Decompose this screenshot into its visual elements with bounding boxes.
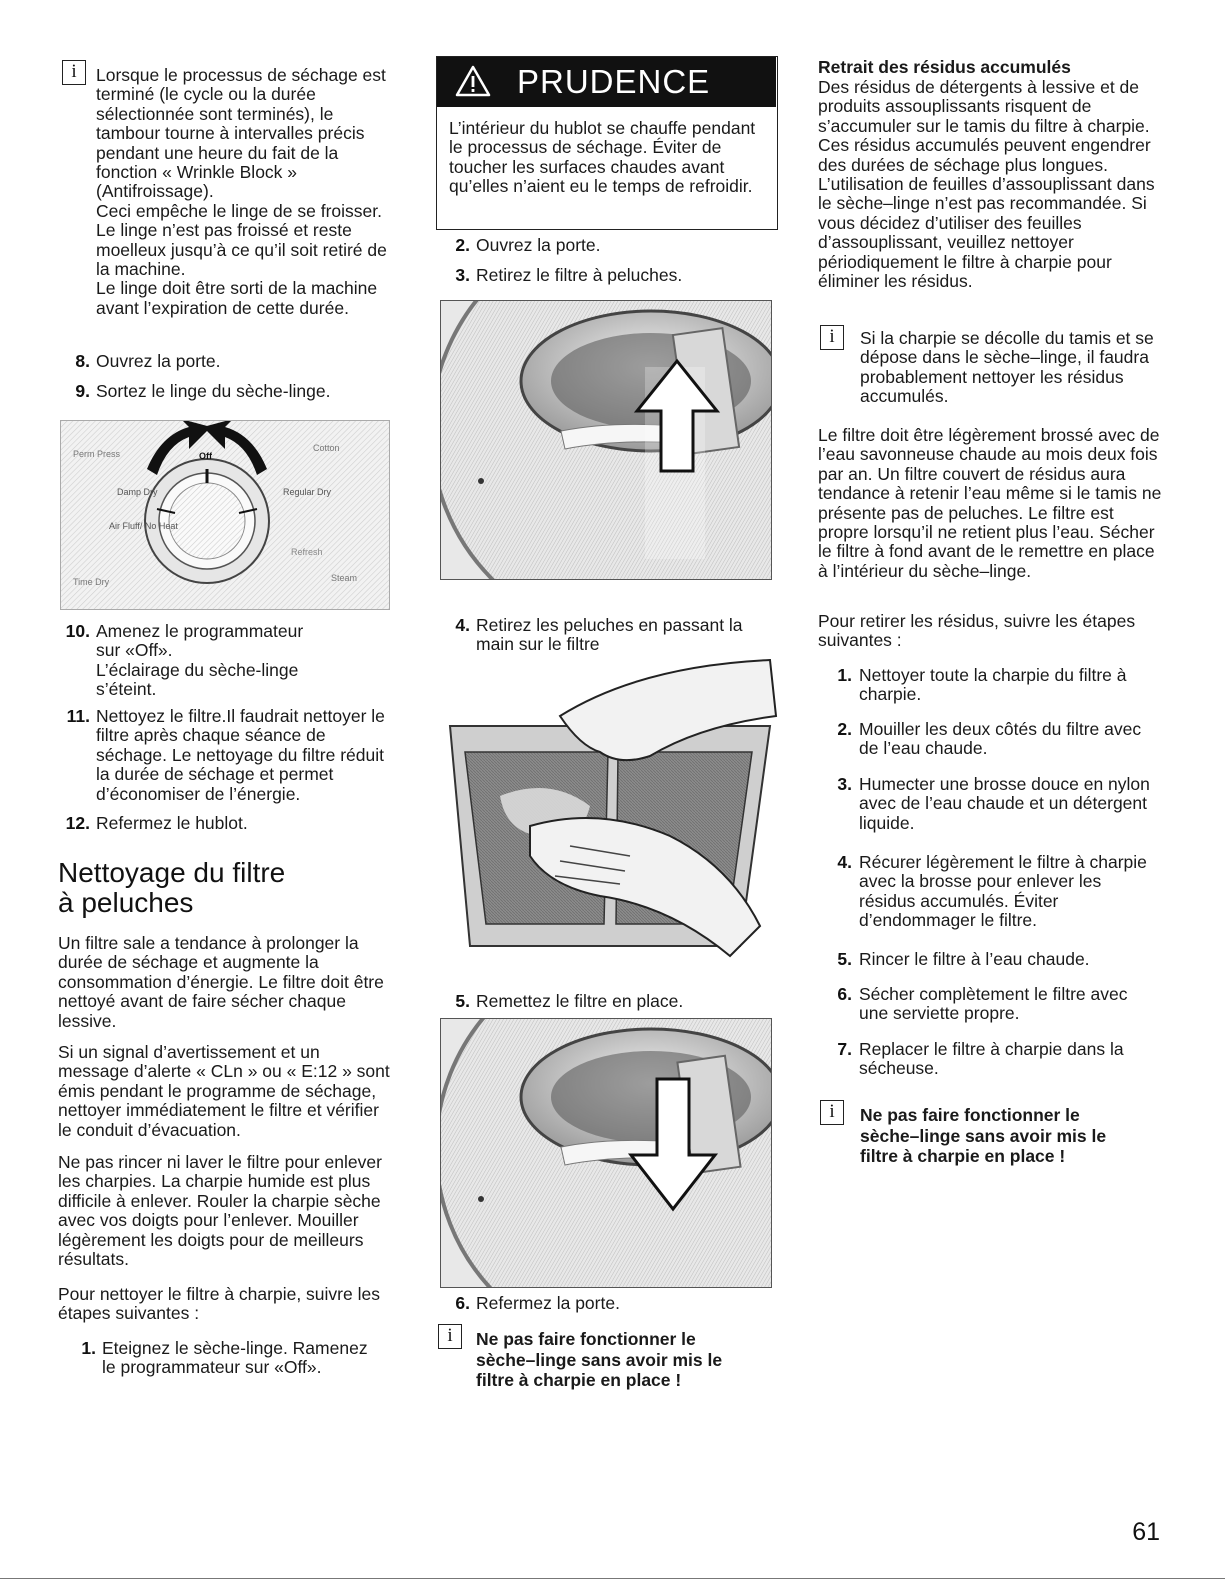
step-number: 11. xyxy=(66,706,90,726)
dial-label-regular-dry: Regular Dry xyxy=(283,487,332,497)
note-lint-detach: Si la charpie se décolle du tamis et se dépose dans le sèche–linge, il faudra probablement nettoyer les résidus accumulés. xyxy=(860,328,1154,407)
footer-rule xyxy=(0,1578,1225,1579)
note-wrinkle-block: Lorsque le processus de séchage est terminé (le cycle ou la durée sélectionnée sont terminés), le tambour tourne à intervalles précis pendant une heure du fait de la fonction « Wrinkle Block » (Antifroissage). Ceci empêche le linge de se froisser. Le linge n’est pas froissé et reste moelleux jusqu’à ce qu’il soit retiré de la machine. Le linge doit être sorti de la machine avant l’expiration de cette durée. xyxy=(96,65,387,318)
step-number: 2. xyxy=(455,235,470,255)
dial-label-off: Off xyxy=(199,451,212,461)
program-dial-figure xyxy=(60,420,390,610)
step-number: 1. xyxy=(837,665,852,685)
info-icon: i xyxy=(820,325,844,350)
caution-box xyxy=(436,56,778,230)
step-text: Retirez le filtre à peluches. xyxy=(476,265,683,285)
info-icon: i xyxy=(820,1100,844,1125)
step-text: Nettoyez le filtre.Il faudrait nettoyer le filtre après chaque séance de séchage. Le nettoyage du filtre réduit la durée de séchage et permet d’économiser de l’énergie. xyxy=(96,706,385,804)
step-number: 9. xyxy=(75,381,90,401)
step-number: 8. xyxy=(75,351,90,371)
note-filter-required: Ne pas faire fonctionner le sèche–linge sans avoir mis le filtre à charpie en place ! xyxy=(476,1329,723,1391)
dial-label-cotton: Cotton xyxy=(313,443,340,453)
hand-wipe-filter-illustration xyxy=(440,656,778,976)
step-number: 7. xyxy=(837,1039,852,1059)
page-number: 61 xyxy=(1132,1518,1160,1546)
dial-label-steam: Steam xyxy=(331,573,358,583)
step-number: 4. xyxy=(455,615,470,635)
step-text: Amenez le programmateur sur «Off». L’éclairage du sèche-linge s’éteint. xyxy=(96,621,304,700)
step-text: Remettez le filtre en place. xyxy=(476,991,684,1011)
insert-filter-illustration xyxy=(441,1019,771,1287)
caution-header xyxy=(437,57,776,107)
program-dial-illustration xyxy=(61,421,389,609)
caution-text: L’intérieur du hublot se chauffe pendant le processus de séchage. Éviter de toucher les surfaces chaudes avant qu’elles n’aient eu le temps de refroidir. xyxy=(449,118,756,197)
dial-label-refresh: Refresh xyxy=(291,547,323,557)
step-number: 10. xyxy=(65,621,90,641)
step-text: Refermez la porte. xyxy=(476,1293,620,1313)
step-number: 12. xyxy=(65,813,90,833)
photo-remove-filter xyxy=(440,300,772,580)
paragraph-warning-signal: Si un signal d’avertissement et un message d’alerte « CLn » ou « E:12 » sont émis pendant le programme de séchage, nettoyer immédiatement le filtre et vérifier le conduit d’évacuation. xyxy=(58,1042,390,1140)
caution-title: PRUDENCE xyxy=(517,63,711,100)
paragraph-brush-filter: Le filtre doit être légèrement brossé avec de l’eau savonneuse chaude au mois deux fois par an. Un filtre couvert de résidus aura tendance à retenir l’eau même si le tamis ne présente pas de peluches. Le filtre est propre lorsqu’il ne retient plus l’eau. Sécher le filtre à fond avant de le remettre en place à l’intérieur du sèche–linge. xyxy=(818,425,1162,581)
step-text: Sécher complètement le filtre avec une serviette propre. xyxy=(859,984,1128,1024)
step-number: 3. xyxy=(837,774,852,794)
step-number: 5. xyxy=(837,949,852,969)
paragraph-do-not-rinse: Ne pas rincer ni laver le filtre pour enlever les charpies. La charpie humide est plus difficile à enlever. Rouler la charpie sèche avec vos doigts pour l’enlever. Mouiller légèrement les doigts pour de meilleurs résultats. xyxy=(58,1152,382,1270)
step-number: 4. xyxy=(837,852,852,872)
step-text: Récurer légèrement le filtre à charpie avec la brosse pour enlever les résidus accumulés. Éviter d’endommager le filtre. xyxy=(859,852,1147,931)
step-text: Ouvrez la porte. xyxy=(476,235,601,255)
step-text: Sortez le linge du sèche-linge. xyxy=(96,381,331,401)
figure-wipe-filter xyxy=(440,656,778,976)
step-number: 3. xyxy=(455,265,470,285)
step-text: Eteignez le sèche-linge. Ramenez le programmateur sur «Off». xyxy=(102,1338,368,1378)
step-text: Rincer le filtre à l’eau chaude. xyxy=(859,949,1090,969)
step-number: 5. xyxy=(455,991,470,1011)
step-text: Replacer le filtre à charpie dans la sécheuse. xyxy=(859,1039,1124,1079)
section-heading-residue-removal: Retrait des résidus accumulés xyxy=(818,57,1071,77)
step-number: 2. xyxy=(837,719,852,739)
step-text: Nettoyer toute la charpie du filtre à charpie. xyxy=(859,665,1127,705)
step-text: Mouiller les deux côtés du filtre avec de l’eau chaude. xyxy=(859,719,1142,759)
step-text: Retirez les peluches en passant la main sur le filtre xyxy=(476,615,743,655)
dial-label-time-dry: Time Dry xyxy=(73,577,110,587)
paragraph-residue-steps-intro: Pour retirer les résidus, suivre les étapes suivantes : xyxy=(818,611,1136,651)
photo-insert-filter xyxy=(440,1018,772,1288)
step-number: 6. xyxy=(455,1293,470,1313)
dial-label-damp-dry: Damp Dry xyxy=(117,487,158,497)
paragraph-residue: Des résidus de détergents à lessive et de produits assouplissants risquent de s’accumuler sur le tamis du filtre à charpie. Ces résidus accumulés peuvent engendrer des durées de séchage plus longues. L’utilisation de feuilles d’assouplissant dans le sèche–linge n’est pas recommandée. Si vous décidez d’utiliser des feuilles d’assouplissant, veuillez nettoyer périodiquement le filtre à charpie pour éliminer les résidus. xyxy=(818,77,1155,292)
step-text: Humecter une brosse douce en nylon avec de l’eau chaude et un détergent liquide. xyxy=(859,774,1150,833)
paragraph-steps-intro: Pour nettoyer le filtre à charpie, suivre les étapes suivantes : xyxy=(58,1284,380,1324)
dial-label-perm-press: Perm Press xyxy=(73,449,121,459)
step-text: Ouvrez la porte. xyxy=(96,351,221,371)
step-number: 6. xyxy=(837,984,852,1004)
section-heading-filter-cleaning: Nettoyage du filtre à peluches xyxy=(58,857,286,918)
remove-filter-illustration xyxy=(441,301,771,579)
paragraph-dirty-filter: Un filtre sale a tendance à prolonger la durée de séchage et augmente la consommation d’énergie. Le filtre doit être nettoyé avant de faire sécher chaque lessive. xyxy=(58,933,384,1031)
dial-label-air-fluff: Air Fluff/ No Heat xyxy=(109,521,178,531)
note-filter-required: Ne pas faire fonctionner le sèche–linge sans avoir mis le filtre à charpie en place ! xyxy=(860,1105,1107,1167)
info-icon: i xyxy=(438,1324,462,1349)
warning-triangle-icon xyxy=(455,65,491,97)
step-text: Refermez le hublot. xyxy=(96,813,248,833)
step-number: 1. xyxy=(81,1338,96,1358)
info-icon: i xyxy=(62,60,86,85)
